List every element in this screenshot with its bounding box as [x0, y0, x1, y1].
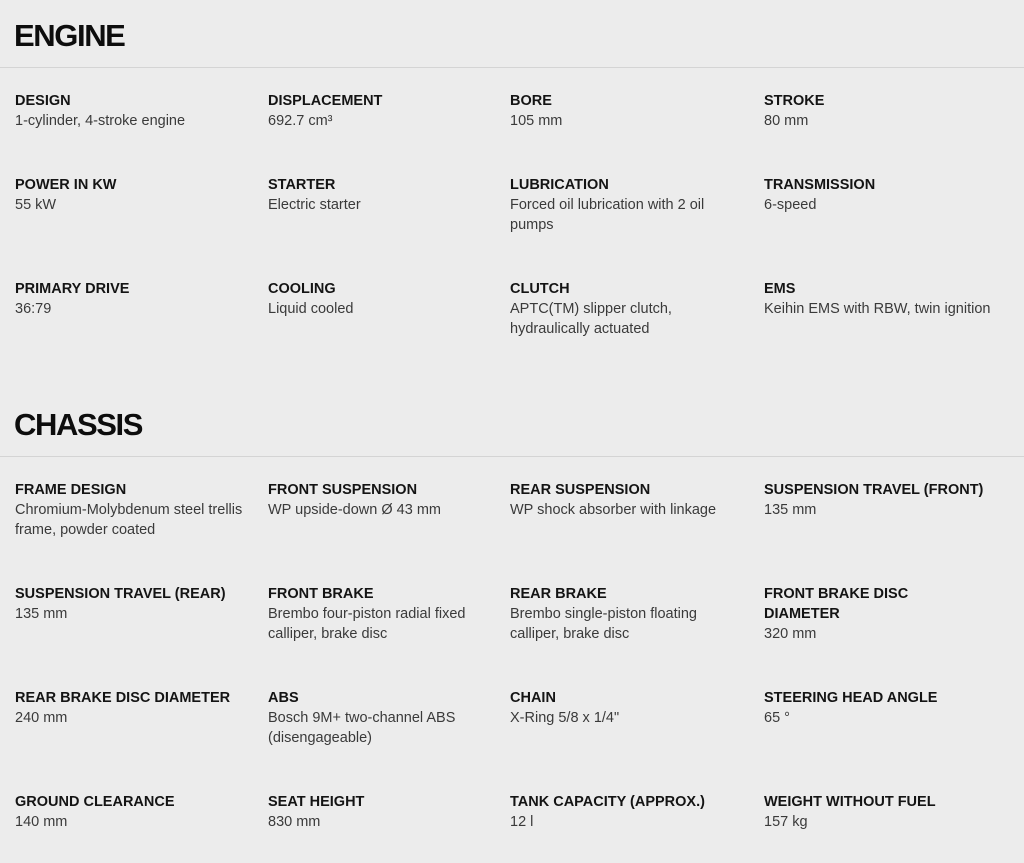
spec-value: 240 mm	[15, 710, 68, 726]
spec-suspension-travel-rear	[15, 584, 260, 624]
spec-label: REAR SUSPENSION	[510, 482, 651, 498]
spec-power	[15, 175, 260, 215]
spec-label: BORE	[510, 93, 552, 109]
spec-label: FRAME DESIGN	[15, 482, 127, 498]
spec-ems	[764, 279, 1014, 319]
spec-value: 1-cylinder, 4-stroke engine	[15, 113, 186, 129]
spec-label: WEIGHT WITHOUT FUEL	[764, 794, 936, 810]
spec-suspension-travel-front	[764, 480, 1014, 520]
spec-value: Bosch 9M+ two-channel ABS (disengageable)	[268, 710, 456, 746]
spec-value: 140 mm	[15, 814, 68, 830]
spec-value: APTC(TM) slipper clutch, hydraulically actuated	[510, 301, 672, 337]
spec-label: ABS	[268, 690, 299, 706]
spec-label: PRIMARY DRIVE	[15, 281, 130, 297]
spec-label: POWER IN KW	[15, 177, 117, 193]
spec-label: GROUND CLEARANCE	[15, 794, 175, 810]
spec-value: Forced oil lubrication with 2 oil pumps	[510, 197, 705, 233]
spec-value: 65 °	[764, 710, 790, 726]
spec-value: Brembo single-piston floating calliper, brake disc	[510, 606, 697, 642]
spec-label: FRONT BRAKE	[268, 586, 374, 602]
spec-label: FRONT SUSPENSION	[268, 482, 418, 498]
spec-label: SUSPENSION TRAVEL (REAR)	[15, 586, 226, 602]
spec-label: FRONT BRAKE DISC DIAMETER	[764, 586, 909, 622]
spec-value: 830 mm	[268, 814, 321, 830]
spec-value: WP shock absorber with linkage	[510, 502, 717, 518]
spec-cooling	[268, 279, 503, 319]
spec-value: Chromium-Molybdenum steel trellis frame, powder coated	[15, 502, 243, 538]
spec-chain	[510, 688, 750, 728]
spec-value: 135 mm	[15, 606, 68, 622]
spec-frame-design	[15, 480, 260, 540]
spec-value: 157 kg	[764, 814, 808, 830]
spec-rear-suspension	[510, 480, 750, 520]
spec-label: SUSPENSION TRAVEL (FRONT)	[764, 482, 984, 498]
chassis-section-title: CHASSIS	[14, 407, 143, 442]
spec-rear-brake	[510, 584, 750, 644]
spec-label: STARTER	[268, 177, 336, 193]
spec-front-suspension	[268, 480, 503, 520]
spec-steering-head-angle	[764, 688, 1014, 728]
spec-label: DISPLACEMENT	[268, 93, 383, 109]
spec-clutch	[510, 279, 750, 339]
spec-label: SEAT HEIGHT	[268, 794, 365, 810]
engine-section-title: ENGINE	[14, 18, 125, 53]
spec-seat-height	[268, 792, 503, 832]
spec-lubrication	[510, 175, 750, 235]
spec-label: TANK CAPACITY (APPROX.)	[510, 794, 705, 810]
spec-label: CLUTCH	[510, 281, 570, 297]
spec-design	[15, 91, 260, 131]
spec-bore	[510, 91, 750, 131]
spec-tank-capacity	[510, 792, 750, 832]
spec-value: Brembo four-piston radial fixed calliper, brake disc	[268, 606, 466, 642]
spec-displacement	[268, 91, 503, 131]
spec-ground-clearance	[15, 792, 260, 832]
spec-value: 36:79	[15, 301, 52, 317]
spec-value: 55 kW	[15, 197, 57, 213]
spec-label: REAR BRAKE DISC DIAMETER	[15, 690, 231, 706]
spec-label: COOLING	[268, 281, 336, 297]
spec-label: DESIGN	[15, 93, 71, 109]
spec-value: 80 mm	[764, 113, 809, 129]
spec-label: EMS	[764, 281, 796, 297]
spec-starter	[268, 175, 503, 215]
spec-rear-brake-disc-diameter	[15, 688, 260, 728]
spec-front-brake	[268, 584, 503, 644]
spec-weight-without-fuel	[764, 792, 1014, 832]
spec-label: REAR BRAKE	[510, 586, 607, 602]
spec-value: 12 l	[510, 814, 534, 830]
spec-value: 135 mm	[764, 502, 817, 518]
spec-transmission	[764, 175, 1014, 215]
spec-value: 692.7 cm³	[268, 113, 333, 129]
spec-label: STEERING HEAD ANGLE	[764, 690, 938, 706]
spec-value: Liquid cooled	[268, 301, 354, 317]
engine-divider	[0, 67, 1024, 68]
spec-primary-drive	[15, 279, 260, 319]
spec-label: CHAIN	[510, 690, 556, 706]
spec-label: LUBRICATION	[510, 177, 609, 193]
spec-abs	[268, 688, 503, 748]
spec-value: WP upside-down Ø 43 mm	[268, 502, 441, 518]
spec-front-brake-disc-diameter	[764, 584, 934, 644]
spec-value: X-Ring 5/8 x 1/4"	[510, 710, 620, 726]
spec-value: Electric starter	[268, 197, 361, 213]
spec-stroke	[764, 91, 1014, 131]
spec-label: STROKE	[764, 93, 825, 109]
spec-label: TRANSMISSION	[764, 177, 876, 193]
spec-value: 105 mm	[510, 113, 563, 129]
spec-value: Keihin EMS with RBW, twin ignition	[764, 301, 991, 317]
spec-value: 320 mm	[764, 626, 817, 642]
spec-value: 6-speed	[764, 197, 817, 213]
chassis-divider	[0, 456, 1024, 457]
